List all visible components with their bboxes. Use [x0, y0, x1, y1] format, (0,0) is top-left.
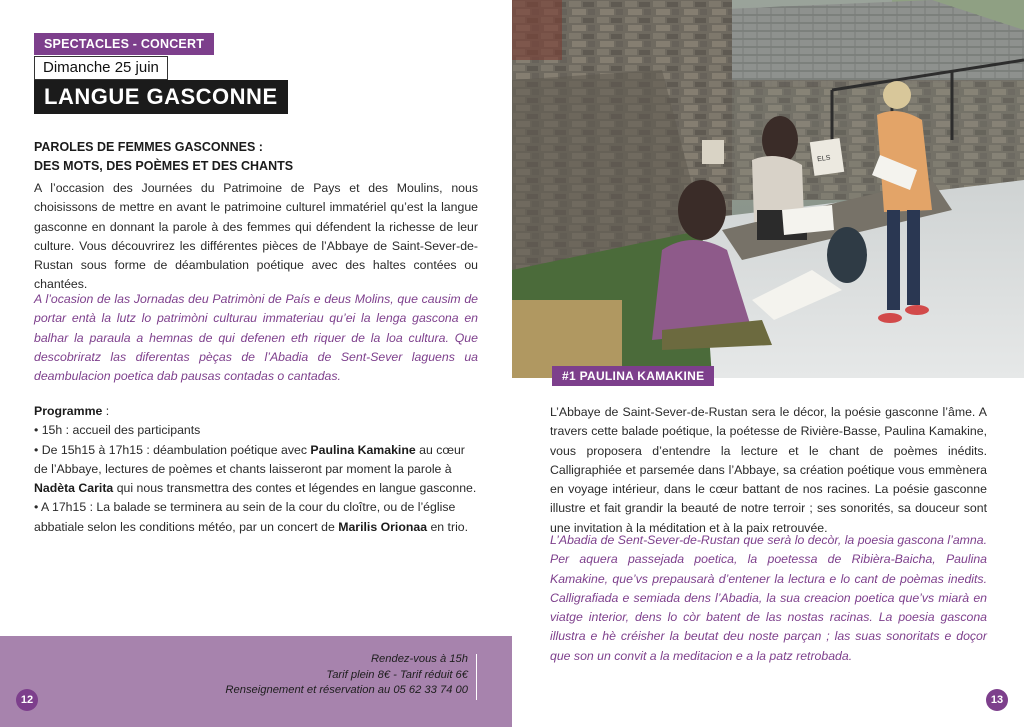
programme-item-3-text-a: • A 17h15 : La balade se terminera au sein de la cour du cloître, ou de l’église abbatiale selon les conditions météo, par un concert de [34, 500, 456, 534]
artist-description-gascon: L’Abadia de Sent-Sever-de-Rustan que serà lo decòr, la poesia gascona l’amna. Per aquera passejada poetica, la poetessa de Ribièra-Baicha, Paulina Kamakine, que’vs prepausarà d’entener la lectura e lo cant de poèmas inedits. Calligrafiada e semiada dens l’Abadia, la sua creacion poetica que’vs miarà en viatge interior, dens lo còr batent de las nostas racinas. La poesia gascona illustra e hè créisher la beutat deu noste parçan ; las suas sonoritats e doçor que son un convit a la meditacion e a la patz retrobada. [550, 533, 987, 663]
brick-window [512, 0, 562, 60]
intro-gascon: A l’ocasion de las Jornadas deu Patrimòni de País e deus Molins, que causim de portar entà la lutz lo patrimòni culturau immateriau qu’ei la lenga gascona en balhar la paraula a hemnas de qui defenen eth riquer de la loa cultura. Que descobriratz las diferentas pèças de l’Abadia de Sent-Sever laguens ua deambulacion poetica dab pausas contadas o cantadas. [34, 292, 478, 384]
artist-name-marilis: Marilis Orionaa [338, 519, 428, 534]
programme-item-2-text-c: qui nous transmettra des contes et légendes en langue gasconne. [113, 481, 477, 496]
event-date: Dimanche 25 juin [34, 56, 168, 80]
backpack [827, 227, 867, 283]
programme [34, 402, 478, 537]
programme-item-2-text-a: • De 15h15 à 17h15 : déambulation poétique avec [34, 442, 311, 457]
info-footer [0, 636, 512, 727]
subtitle-line-2: DES MOTS, DES POÈMES ET DES CHANTS [34, 159, 294, 173]
programme-label: Programme [34, 404, 103, 418]
programme-item-1: • 15h : accueil des participants [34, 423, 201, 438]
meeting-time: Rendez-vous à 15h [370, 653, 468, 665]
artist-name-nadeta: Nadèta Carita [34, 481, 114, 496]
poem-sheet [702, 140, 724, 164]
programme-item-3-text-b: en trio. [427, 519, 469, 534]
page-title: LANGUE GASCONNE [34, 80, 288, 114]
programme-item-2-text-b: au cœur de l’Abbaye, lectures de poèmes et chants laisseront par moment la parole à [34, 442, 465, 476]
photo-caption: #1 PAULINA KAMAKINE [552, 366, 714, 386]
right-page [512, 0, 1024, 727]
subtitle [34, 138, 484, 176]
photo-illustration [512, 0, 1024, 378]
programme-item-3 [34, 498, 478, 537]
photo-women-reading [512, 0, 1024, 378]
subtitle-line-1: PAROLES DE FEMMES GASCONNES : [34, 140, 263, 154]
artist-description-french: L’Abbaye de Saint-Sever-de-Rustan sera le décor, la poésie gasconne l’âme. A travers cette balade poétique, la poétesse de Rivière-Basse, Paulina Kamakine, vous proposera d’entendre la lecture et le chant de poèmes inédits. Calligraphiée et parsemée dans l’Abbaye, sa création poétique vous emmènera en voyage intérieur, dans le cœur battant de nos racines. La poésie gasconne illustre et fait grandir la beauté de notre terroir ; ses sonorités, sa douceur sont une invitation à la méditation et à la paix retrouvée. [550, 405, 987, 535]
intro-french: A l’occasion des Journées du Patrimoine de Pays et des Moulins, nous choisissons de mettre en avant le patrimoine culturel immatériel qu’est la langue gasconne en donnant la parole à des femmes qui défendent la richesse de leur culture. Vous découvrirez les différentes pièces de l’Abbaye de Saint-Sever-de-Rustan sous forme de déambulation poétique avec des haltes contées ou chantées. [34, 181, 478, 292]
programme-colon: : [102, 404, 110, 418]
practical-info [225, 652, 468, 699]
footer-divider [476, 654, 477, 700]
category-tag: SPECTACLES - CONCERT [34, 33, 214, 55]
page-number-left: 12 [16, 689, 38, 711]
price-info: Tarif plein 8€ - Tarif réduit 6€ [326, 668, 468, 681]
page-number-right: 13 [986, 689, 1008, 711]
booking-info: Renseignement et réservation au 05 62 33 74 00 [225, 684, 468, 697]
artist-name-paulina: Paulina Kamakine [310, 442, 416, 457]
programme-item-2 [34, 441, 478, 499]
poem-sign-text: ELS [816, 154, 831, 164]
programme-heading [34, 402, 478, 421]
